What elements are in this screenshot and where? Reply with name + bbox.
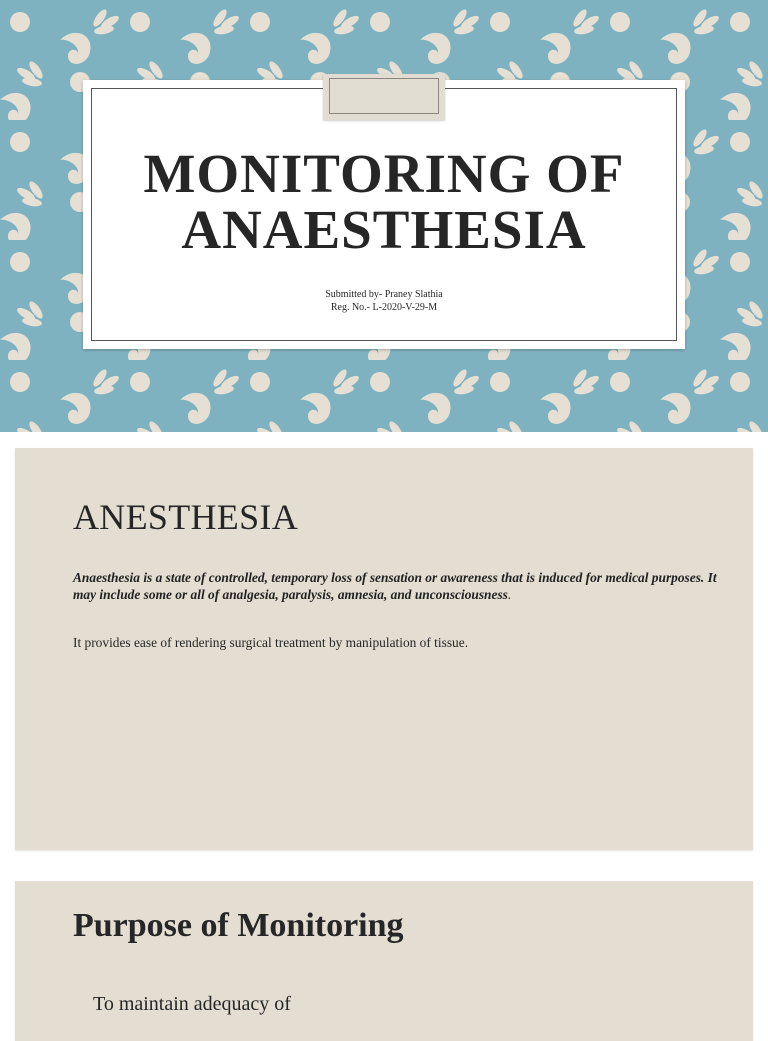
purpose-slide bbox=[15, 881, 753, 1041]
title-card-tab bbox=[323, 74, 445, 120]
title-card bbox=[83, 80, 685, 349]
slide-heading: ANESTHESIA bbox=[73, 497, 298, 537]
title-slide bbox=[0, 0, 768, 432]
title-line-1: MONITORING OF bbox=[143, 143, 625, 204]
reg-number: Reg. No.- L-2020-V-29-M bbox=[330, 302, 438, 313]
body-text: To maintain adequacy of bbox=[93, 993, 291, 1015]
definition-text bbox=[73, 569, 723, 603]
slide-title bbox=[83, 143, 685, 260]
definition-end: . bbox=[507, 587, 512, 602]
anesthesia-slide bbox=[15, 448, 753, 850]
title-line-2: ANAESTHESIA bbox=[181, 199, 587, 260]
slide-heading: Purpose of Monitoring bbox=[73, 907, 404, 944]
body-paragraph: It provides ease of rendering surgical treatment by manipulation of tissue. bbox=[73, 635, 469, 650]
subtitle bbox=[83, 288, 685, 314]
submitted-by: Submitted by- Praney Slathia bbox=[325, 289, 443, 300]
definition-body: Anaesthesia is a state of controlled, temporary loss of sensation or awareness that is induced for medical purposes. It may include some or all of analgesia, paralysis, amnesia, and unconsciousness bbox=[73, 570, 717, 602]
